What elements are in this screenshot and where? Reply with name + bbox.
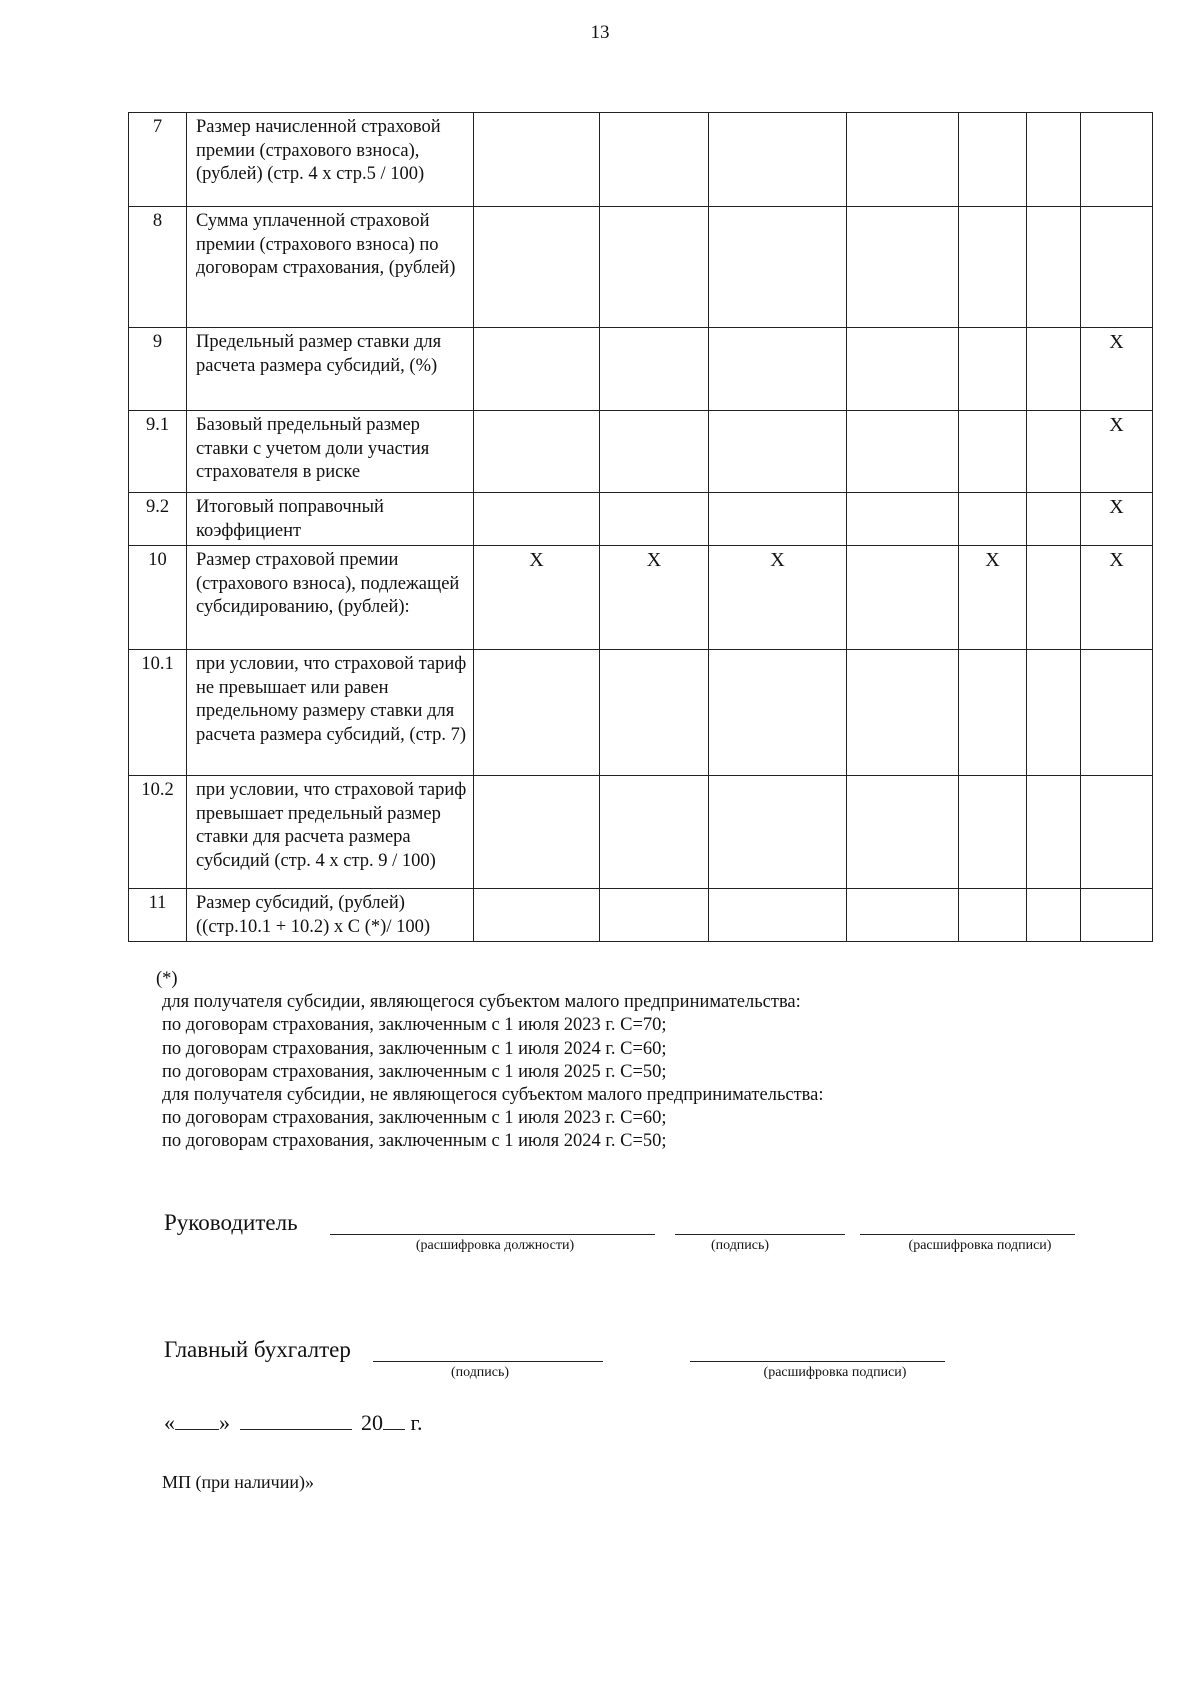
- date-year-blank[interactable]: [383, 1411, 405, 1430]
- footnote-lines: [162, 991, 824, 1153]
- value-cell[interactable]: [600, 493, 709, 546]
- value-cell[interactable]: X: [1081, 493, 1153, 546]
- table-row: [129, 776, 1153, 889]
- table-row: [129, 411, 1153, 493]
- date-open-quote: «: [164, 1410, 175, 1435]
- row-number: 10: [129, 546, 187, 650]
- row-number: 9.1: [129, 411, 187, 493]
- row-number: 7: [129, 113, 187, 207]
- accountant-name-line[interactable]: [690, 1361, 945, 1362]
- value-cell[interactable]: [600, 650, 709, 776]
- value-cell[interactable]: [847, 328, 959, 411]
- table-row: [129, 546, 1153, 650]
- table-row: [129, 889, 1153, 942]
- footnote-line: по договорам страхования, заключенным с 1 июля 2024 г. С=50;: [162, 1131, 667, 1152]
- value-cell[interactable]: [600, 207, 709, 328]
- row-label: Размер страховой премии (страхового взноса), подлежащей субсидированию, (рублей):: [187, 546, 474, 650]
- row-number: 11: [129, 889, 187, 942]
- accountant-signature-line[interactable]: [373, 1361, 603, 1362]
- value-cell[interactable]: [959, 207, 1027, 328]
- value-cell[interactable]: X: [474, 546, 600, 650]
- table-row: [129, 113, 1153, 207]
- head-signature-caption: (подпись): [710, 1238, 770, 1253]
- value-cell[interactable]: X: [959, 546, 1027, 650]
- value-cell[interactable]: [847, 776, 959, 889]
- row-label: Итоговый поправочный коэффициент: [187, 493, 474, 546]
- value-cell[interactable]: [709, 776, 847, 889]
- date-month-blank[interactable]: [240, 1411, 352, 1430]
- value-cell[interactable]: [847, 411, 959, 493]
- row-number: 9: [129, 328, 187, 411]
- value-cell[interactable]: [1081, 113, 1153, 207]
- page-number: 13: [590, 22, 610, 43]
- footnote: [156, 968, 824, 1154]
- value-cell[interactable]: [600, 113, 709, 207]
- head-name-line[interactable]: [860, 1234, 1075, 1235]
- value-cell[interactable]: [1081, 650, 1153, 776]
- value-cell[interactable]: [1027, 493, 1081, 546]
- value-cell[interactable]: [1081, 889, 1153, 942]
- row-label: при условии, что страховой тариф не превышает или равен предельному размеру ставки для расчета размера субсидий, (стр. 7): [187, 650, 474, 776]
- value-cell[interactable]: [474, 207, 600, 328]
- value-cell[interactable]: [959, 493, 1027, 546]
- value-cell[interactable]: [474, 113, 600, 207]
- value-cell[interactable]: [847, 493, 959, 546]
- value-cell[interactable]: [709, 113, 847, 207]
- footnote-line: по договорам страхования, заключенным с 1 июля 2024 г. С=60;: [162, 1038, 667, 1059]
- value-cell[interactable]: [600, 889, 709, 942]
- value-cell[interactable]: [847, 207, 959, 328]
- footnote-line: для получателя субсидии, не являющегося субъектом малого предпринимательства:: [162, 1085, 824, 1106]
- value-cell[interactable]: X: [1081, 411, 1153, 493]
- value-cell[interactable]: [474, 776, 600, 889]
- table-row: [129, 650, 1153, 776]
- head-name-caption: (расшифровка подписи): [908, 1238, 1052, 1253]
- value-cell[interactable]: [709, 889, 847, 942]
- row-number: 10.2: [129, 776, 187, 889]
- table-row: [129, 328, 1153, 411]
- value-cell[interactable]: [600, 776, 709, 889]
- head-position-line[interactable]: [330, 1234, 655, 1235]
- head-signature-line[interactable]: [675, 1234, 845, 1235]
- date-year-prefix: 20: [361, 1410, 383, 1435]
- value-cell[interactable]: X: [600, 546, 709, 650]
- accountant-name-caption: (расшифровка подписи): [763, 1365, 907, 1380]
- head-label: Руководитель: [164, 1210, 298, 1235]
- footnote-line: по договорам страхования, заключенным с 1 июля 2025 г. С=50;: [162, 1061, 667, 1082]
- value-cell[interactable]: X: [1081, 328, 1153, 411]
- stamp-note: МП (при наличии)»: [162, 1472, 314, 1492]
- value-cell[interactable]: [474, 493, 600, 546]
- calculation-table: [128, 112, 1153, 942]
- value-cell[interactable]: X: [1081, 546, 1153, 650]
- row-label: Сумма уплаченной страховой премии (страхового взноса) по договорам страхования, (рублей): [187, 207, 474, 328]
- value-cell[interactable]: [600, 328, 709, 411]
- value-cell[interactable]: [1027, 328, 1081, 411]
- value-cell[interactable]: [847, 546, 959, 650]
- row-label: Размер субсидий, (рублей) ((стр.10.1 + 10.2) х С (*)/ 100): [187, 889, 474, 942]
- table-row: [129, 493, 1153, 546]
- value-cell[interactable]: [1027, 889, 1081, 942]
- value-cell[interactable]: [709, 207, 847, 328]
- value-cell[interactable]: [847, 650, 959, 776]
- value-cell[interactable]: [1081, 776, 1153, 889]
- value-cell[interactable]: [474, 650, 600, 776]
- value-cell[interactable]: X: [709, 546, 847, 650]
- row-number: 10.1: [129, 650, 187, 776]
- value-cell[interactable]: [959, 889, 1027, 942]
- value-cell[interactable]: [1081, 207, 1153, 328]
- value-cell[interactable]: [709, 411, 847, 493]
- value-cell[interactable]: [1027, 776, 1081, 889]
- value-cell[interactable]: [474, 328, 600, 411]
- row-number: 9.2: [129, 493, 187, 546]
- value-cell[interactable]: [1027, 546, 1081, 650]
- date-year-suffix: г.: [410, 1410, 423, 1435]
- value-cell[interactable]: [709, 493, 847, 546]
- value-cell[interactable]: [1027, 650, 1081, 776]
- value-cell[interactable]: [1027, 113, 1081, 207]
- accountant-signature-caption: (подпись): [450, 1365, 510, 1380]
- value-cell[interactable]: [474, 889, 600, 942]
- date-day-blank[interactable]: [175, 1411, 219, 1430]
- value-cell[interactable]: [1027, 411, 1081, 493]
- value-cell[interactable]: [709, 328, 847, 411]
- value-cell[interactable]: [600, 411, 709, 493]
- row-label: при условии, что страховой тариф превышает предельный размер ставки для расчета размера субсидий (стр. 4 х стр. 9 / 100): [187, 776, 474, 889]
- table-body: [129, 113, 1153, 942]
- value-cell[interactable]: [847, 889, 959, 942]
- accountant-label: Главный бухгалтер: [164, 1337, 351, 1362]
- value-cell[interactable]: [474, 411, 600, 493]
- value-cell[interactable]: [959, 328, 1027, 411]
- footnote-line: по договорам страхования, заключенным с 1 июля 2023 г. С=60;: [162, 1108, 667, 1129]
- value-cell[interactable]: [959, 113, 1027, 207]
- value-cell[interactable]: [959, 650, 1027, 776]
- row-number: 8: [129, 207, 187, 328]
- value-cell[interactable]: [959, 411, 1027, 493]
- value-cell[interactable]: [847, 113, 959, 207]
- table-row: [129, 207, 1153, 328]
- footnote-marker: (*): [156, 969, 178, 989]
- row-label: Размер начисленной страховой премии (страхового взноса), (рублей) (стр. 4 х стр.5 / 100): [187, 113, 474, 207]
- row-label: Предельный размер ставки для расчета размера субсидий, (%): [187, 328, 474, 411]
- value-cell[interactable]: [959, 776, 1027, 889]
- value-cell[interactable]: [709, 650, 847, 776]
- row-label: Базовый предельный размер ставки с учетом доли участия страхователя в риске: [187, 411, 474, 493]
- date-close-quote: »: [219, 1410, 230, 1435]
- footnote-line: по договорам страхования, заключенным с 1 июля 2023 г. С=70;: [162, 1015, 667, 1036]
- head-position-caption: (расшифровка должности): [415, 1238, 575, 1253]
- footnote-line: для получателя субсидии, являющегося субъектом малого предпринимательства:: [162, 992, 801, 1013]
- value-cell[interactable]: [1027, 207, 1081, 328]
- date-row: [164, 1410, 423, 1436]
